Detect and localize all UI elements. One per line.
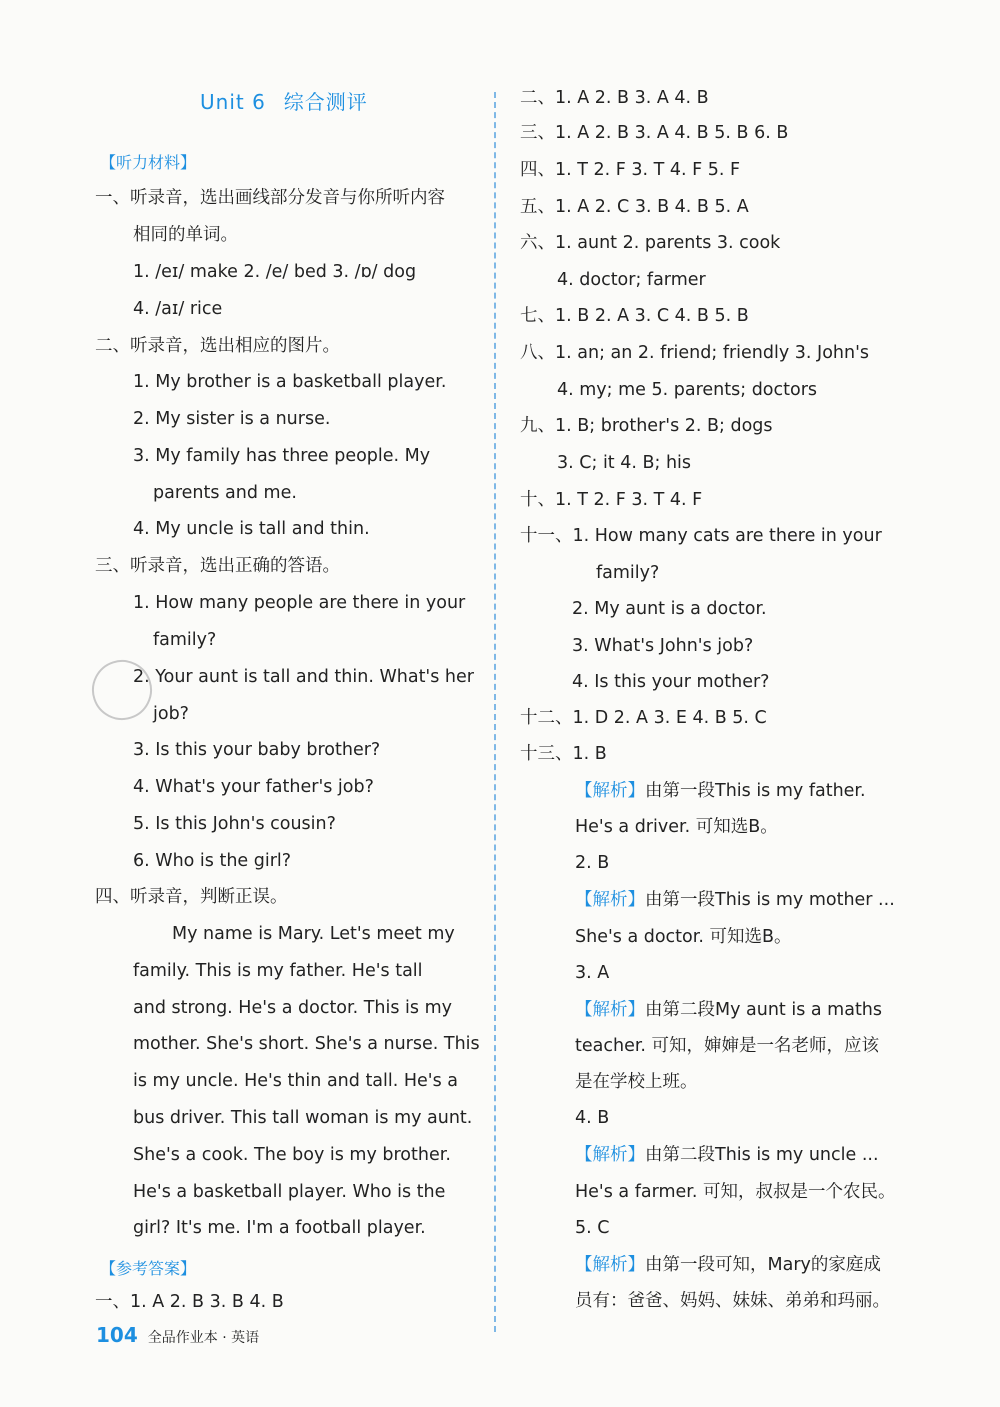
right-line-5: 4. doctor; farmer: [557, 270, 706, 290]
right-line-17: 十二、1. D 2. A 3. E 4. B 5. C: [520, 708, 767, 728]
explanation-hint: 【解析】: [575, 781, 645, 801]
answer-3: 3. A: [575, 963, 610, 983]
page-footer: [96, 1323, 259, 1347]
explanation-text: 由第一段可知，Mary的家庭成: [645, 1255, 881, 1275]
right-line-18: 十三、1. B: [520, 744, 607, 764]
explanation-2: [575, 888, 895, 912]
left-line-1: 相同的单词。: [133, 225, 238, 245]
answer-5: 5. C: [575, 1218, 610, 1238]
left-line-23: mother. She's short. She's a nurse. This: [133, 1034, 480, 1054]
left-line-17: 5. Is this John's cousin?: [133, 814, 336, 834]
left-line-12: family?: [153, 630, 217, 650]
page-number: 104: [96, 1323, 138, 1347]
explanation-hint: 【解析】: [575, 1145, 645, 1165]
left-line-25: bus driver. This tall woman is my aunt.: [133, 1108, 473, 1128]
left-line-9: 4. My uncle is tall and thin.: [133, 519, 370, 539]
explanation-hint: 【解析】: [575, 890, 645, 910]
left-line-16: 4. What's your father's job?: [133, 777, 374, 797]
stamp-mark: [84, 652, 160, 728]
right-line-9: 九、1. B; brother's 2. B; dogs: [520, 416, 773, 436]
explanation-5: [575, 1253, 881, 1277]
right-line-0: 二、1. A 2. B 3. A 4. B: [520, 88, 709, 108]
right-line-10: 3. C; it 4. B; his: [557, 453, 692, 473]
unit-name: 综合测评: [283, 90, 368, 114]
left-line-24: is my uncle. He's thin and tall. He's a: [133, 1071, 459, 1091]
left-answer-first: 一、1. A 2. B 3. B 4. B: [95, 1292, 284, 1312]
explanation-1: [575, 779, 866, 803]
right-line-1: 三、1. A 2. B 3. A 4. B 5. B 6. B: [520, 123, 789, 143]
right-line-2: 四、1. T 2. F 3. T 4. F 5. F: [520, 160, 741, 180]
explanation-3-cont2: 是在学校上班。: [575, 1072, 698, 1092]
explanation-5-cont: 员有：爸爸、妈妈、妹妹、弟弟和玛丽。: [575, 1291, 890, 1311]
explanation-text: 由第一段This is my father.: [645, 781, 866, 801]
left-line-11: 1. How many people are there in your: [133, 593, 466, 613]
explanation-3-cont: teacher. 可知，婶婶是一名老师，应该: [575, 1036, 880, 1056]
explanation-2-cont: She's a doctor. 可知选B。: [575, 927, 792, 947]
left-line-28: girl? It's me. I'm a football player.: [133, 1218, 426, 1238]
right-line-13: family?: [596, 563, 660, 583]
book-title: 全品作业本 · 英语: [147, 1330, 260, 1346]
left-line-14: job?: [153, 704, 189, 724]
left-line-0: 一、听录音，选出画线部分发音与你所听内容: [95, 188, 445, 208]
answer-2: 2. B: [575, 853, 610, 873]
answers-tag: 【参考答案】: [100, 1259, 197, 1278]
right-line-16: 4. Is this your mother?: [572, 672, 770, 692]
right-line-15: 3. What's John's job?: [572, 636, 754, 656]
left-line-18: 6. Who is the girl?: [133, 851, 292, 871]
left-line-6: 2. My sister is a nurse.: [133, 409, 331, 429]
explanation-4-cont: He's a farmer. 可知，叔叔是一个农民。: [575, 1182, 896, 1202]
explanation-4: [575, 1143, 879, 1167]
explanation-text: 由第二段This is my uncle ...: [645, 1145, 879, 1165]
right-line-6: 七、1. B 2. A 3. C 4. B 5. B: [520, 306, 749, 326]
left-line-7: 3. My family has three people. My: [133, 446, 431, 466]
explanation-3: [575, 998, 882, 1022]
right-line-14: 2. My aunt is a doctor.: [572, 599, 767, 619]
left-line-3: 4. /aɪ/ rice: [133, 299, 223, 319]
left-line-4: 二、听录音，选出相应的图片。: [95, 336, 340, 356]
right-line-11: 十、1. T 2. F 3. T 4. F: [520, 490, 703, 510]
left-line-26: She's a cook. The boy is my brother.: [133, 1145, 451, 1165]
left-line-13: 2. Your aunt is tall and thin. What's her: [133, 667, 474, 687]
left-line-2: 1. /eɪ/ make 2. /e/ bed 3. /ɒ/ dog: [133, 262, 417, 282]
right-line-7: 八、1. an; an 2. friend; friendly 3. John's: [520, 343, 870, 363]
right-line-3: 五、1. A 2. C 3. B 4. B 5. A: [520, 197, 749, 217]
right-line-4: 六、1. aunt 2. parents 3. cook: [520, 233, 781, 253]
right-line-12: 十一、1. How many cats are there in your: [520, 526, 882, 546]
explanation-text: 由第一段This is my mother ...: [645, 890, 895, 910]
explanation-1-cont: He's a driver. 可知选B。: [575, 817, 778, 837]
page-title: [200, 86, 368, 115]
column-divider: [494, 92, 496, 1332]
explanation-hint: 【解析】: [575, 1255, 645, 1275]
explanation-hint: 【解析】: [575, 1000, 645, 1020]
left-line-5: 1. My brother is a basketball player.: [133, 372, 447, 392]
left-line-22: and strong. He's a doctor. This is my: [133, 998, 452, 1018]
left-line-10: 三、听录音，选出正确的答语。: [95, 556, 340, 576]
explanation-text: 由第二段My aunt is a maths: [645, 1000, 883, 1020]
left-line-20: My name is Mary. Let's meet my: [172, 924, 455, 944]
left-line-19: 四、听录音，判断正误。: [95, 887, 288, 907]
left-line-8: parents and me.: [153, 483, 297, 503]
left-line-27: He's a basketball player. Who is the: [133, 1182, 446, 1202]
answer-4: 4. B: [575, 1108, 610, 1128]
unit-label: Unit 6: [200, 90, 266, 114]
left-line-15: 3. Is this your baby brother?: [133, 740, 381, 760]
left-line-21: family. This is my father. He's tall: [133, 961, 423, 981]
right-line-8: 4. my; me 5. parents; doctors: [557, 380, 818, 400]
listening-tag: 【听力材料】: [100, 153, 197, 172]
